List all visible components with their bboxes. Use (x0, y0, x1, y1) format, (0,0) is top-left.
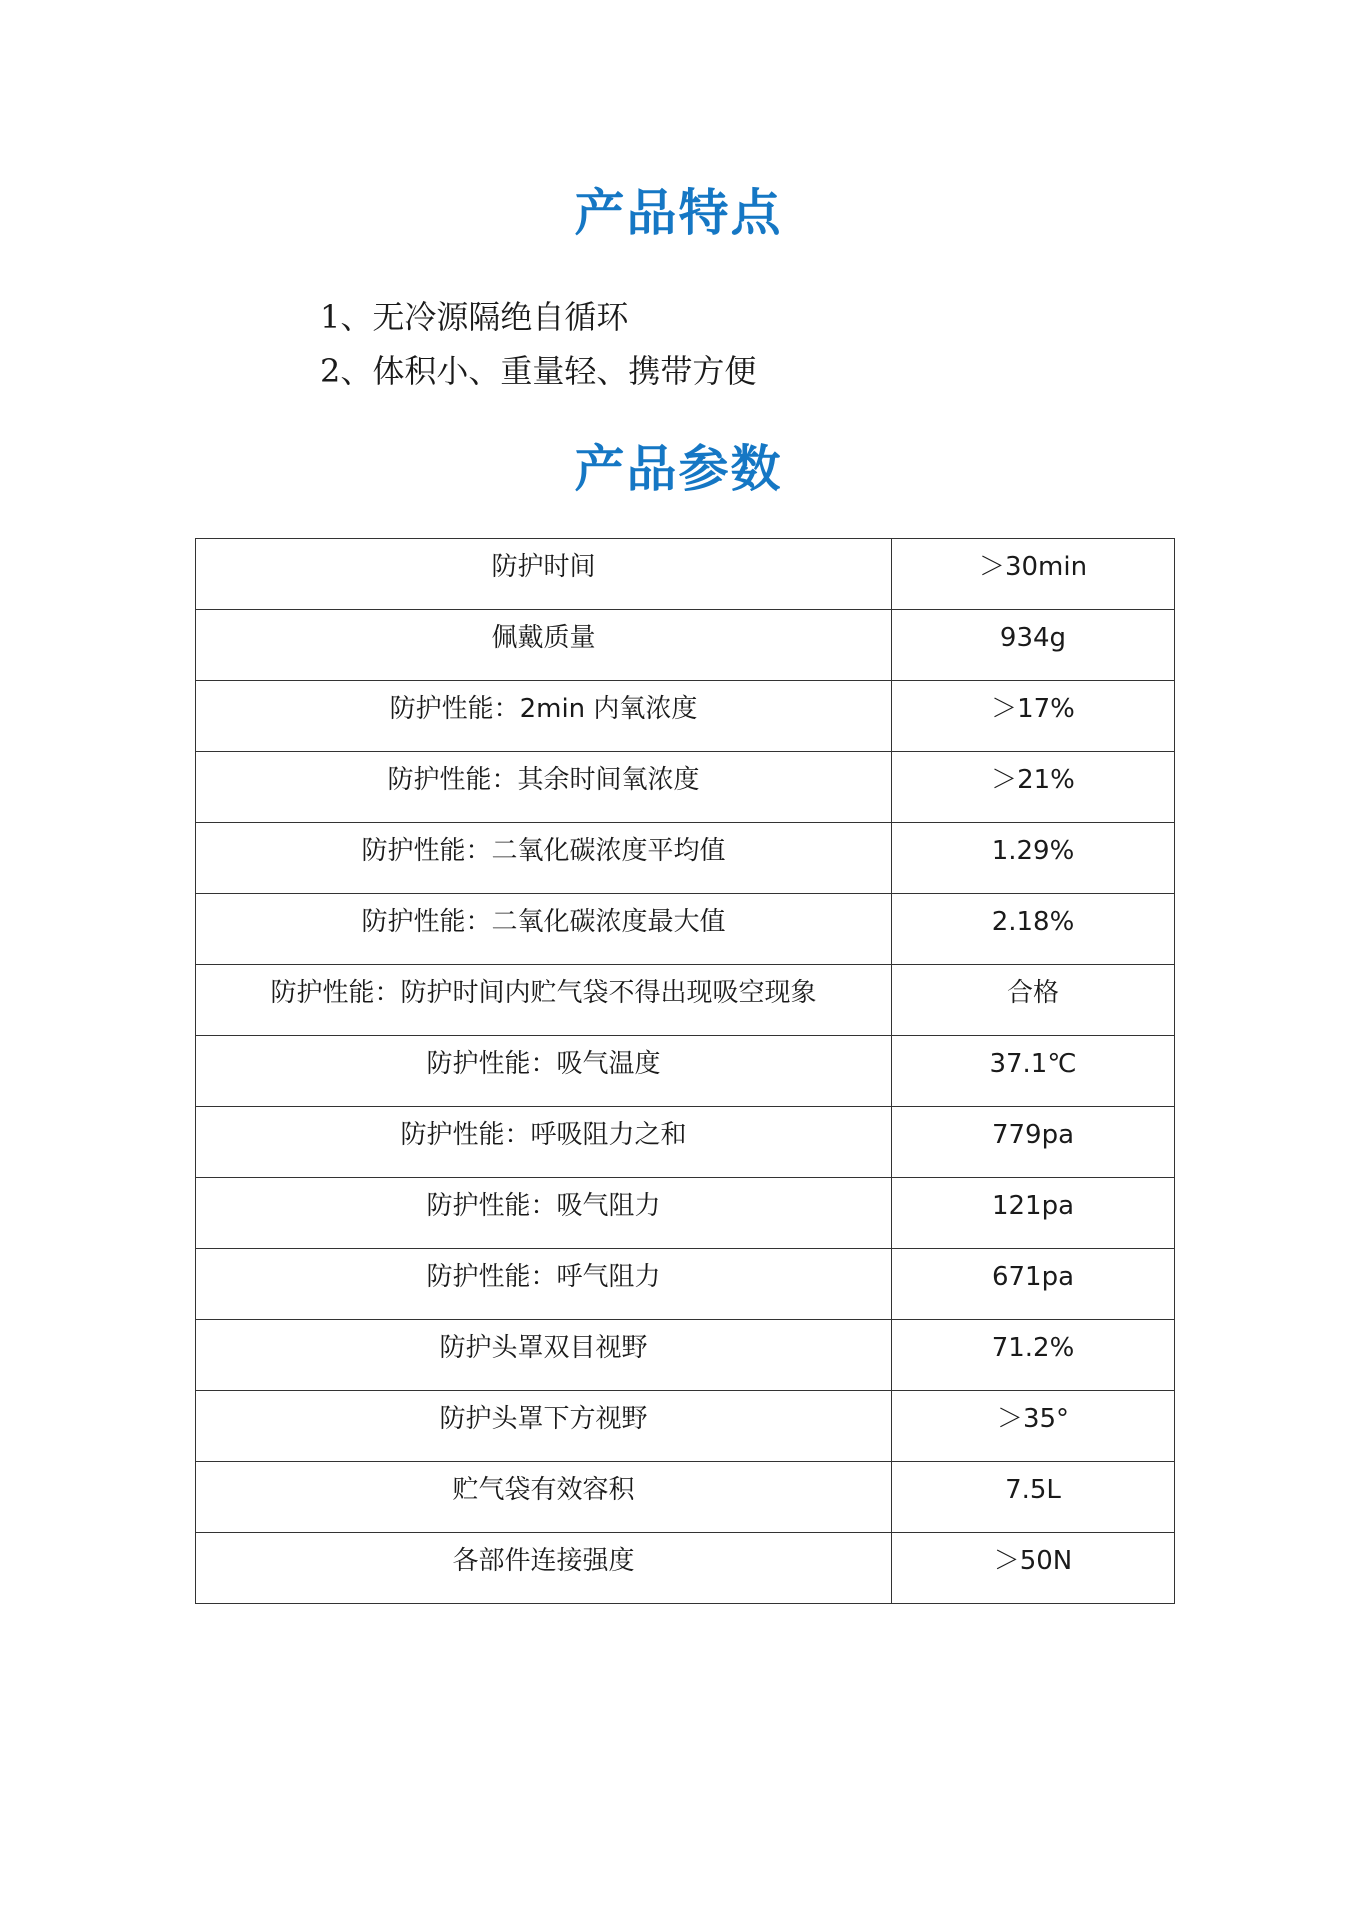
param-name-cell (196, 1533, 892, 1604)
param-value: 71.2% (991, 1333, 1075, 1363)
table-row (196, 1391, 1175, 1462)
param-value: 37.1℃ (989, 1049, 1077, 1079)
param-value-cell (892, 539, 1175, 610)
param-name-cell (196, 539, 892, 610)
param-value-cell (892, 1249, 1175, 1320)
param-value-cell (892, 1320, 1175, 1391)
table-row (196, 610, 1175, 681)
param-value-cell (892, 1036, 1175, 1107)
param-name: 防护头罩双目视野 (439, 1333, 648, 1363)
param-value-cell (892, 1107, 1175, 1178)
table-row (196, 1249, 1175, 1320)
param-name-cell (196, 1249, 892, 1320)
param-value: ＞50N (993, 1546, 1073, 1576)
param-value-cell (892, 1391, 1175, 1462)
table-row (196, 681, 1175, 752)
param-value-cell (892, 681, 1175, 752)
param-value: ＞21% (991, 765, 1075, 795)
param-name-cell (196, 1320, 892, 1391)
param-name-cell (196, 610, 892, 681)
feature-item (320, 290, 756, 344)
param-name-cell (196, 1391, 892, 1462)
param-name-cell (196, 752, 892, 823)
param-name-cell (196, 681, 892, 752)
param-value: 671pa (991, 1262, 1075, 1292)
param-name: 防护性能：吸气温度 (426, 1049, 661, 1079)
param-name: 防护性能：其余时间氧浓度 (387, 765, 700, 795)
param-value-cell (892, 965, 1175, 1036)
feature-text: 、体积小、重量轻、携带方便 (340, 352, 757, 390)
feature-text: 、无冷源隔绝自循环 (340, 298, 629, 336)
param-name: 贮气袋有效容积 (452, 1475, 635, 1505)
param-name: 防护性能：二氧化碳浓度最大值 (361, 907, 726, 937)
param-name: 防护性能：呼气阻力 (426, 1262, 661, 1292)
feature-number: 2 (320, 352, 341, 390)
param-name: 防护头罩下方视野 (439, 1404, 648, 1434)
params-table (195, 538, 1175, 1604)
param-name: 防护性能：呼吸阻力之和 (400, 1120, 687, 1150)
param-value: ＞35° (996, 1404, 1070, 1434)
param-value: 121pa (991, 1191, 1075, 1221)
param-name-cell (196, 1107, 892, 1178)
param-value-cell (892, 610, 1175, 681)
param-value-cell (892, 1533, 1175, 1604)
param-value-cell (892, 823, 1175, 894)
table-row (196, 965, 1175, 1036)
param-name-cell (196, 1036, 892, 1107)
param-value: ＞17% (991, 694, 1075, 724)
feature-item (320, 344, 756, 398)
table-row (196, 539, 1175, 610)
param-name: 防护性能：2min 内氧浓度 (389, 694, 698, 724)
param-name-cell (196, 823, 892, 894)
table-row (196, 894, 1175, 965)
param-name: 防护性能：防护时间内贮气袋不得出现吸空现象 (270, 978, 817, 1008)
param-value: 934g (999, 623, 1067, 653)
param-value: ＞30min (978, 552, 1088, 582)
table-row (196, 1178, 1175, 1249)
param-name: 防护性能：吸气阻力 (426, 1191, 661, 1221)
params-title: 产品参数 (574, 440, 783, 498)
param-name-cell (196, 894, 892, 965)
feature-number: 1 (320, 298, 341, 336)
param-name: 各部件连接强度 (452, 1546, 635, 1576)
param-value-cell (892, 894, 1175, 965)
param-value-cell (892, 752, 1175, 823)
param-value: 1.29% (991, 836, 1075, 866)
param-value-cell (892, 1462, 1175, 1533)
table-row (196, 1036, 1175, 1107)
features-title: 产品特点 (574, 184, 783, 242)
table-row (196, 823, 1175, 894)
table-row (196, 752, 1175, 823)
param-name-cell (196, 1178, 892, 1249)
table-row (196, 1107, 1175, 1178)
param-name: 佩戴质量 (491, 623, 596, 653)
param-name-cell (196, 965, 892, 1036)
features-list (320, 290, 756, 398)
param-name: 防护性能：二氧化碳浓度平均值 (361, 836, 726, 866)
param-value: 合格 (1006, 978, 1059, 1008)
param-value: 7.5L (1005, 1475, 1061, 1505)
table-row (196, 1462, 1175, 1533)
param-value: 779pa (991, 1120, 1075, 1150)
table-row (196, 1533, 1175, 1604)
param-value-cell (892, 1178, 1175, 1249)
param-name: 防护时间 (491, 552, 596, 582)
param-name-cell (196, 1462, 892, 1533)
param-value: 2.18% (991, 907, 1075, 937)
table-row (196, 1320, 1175, 1391)
